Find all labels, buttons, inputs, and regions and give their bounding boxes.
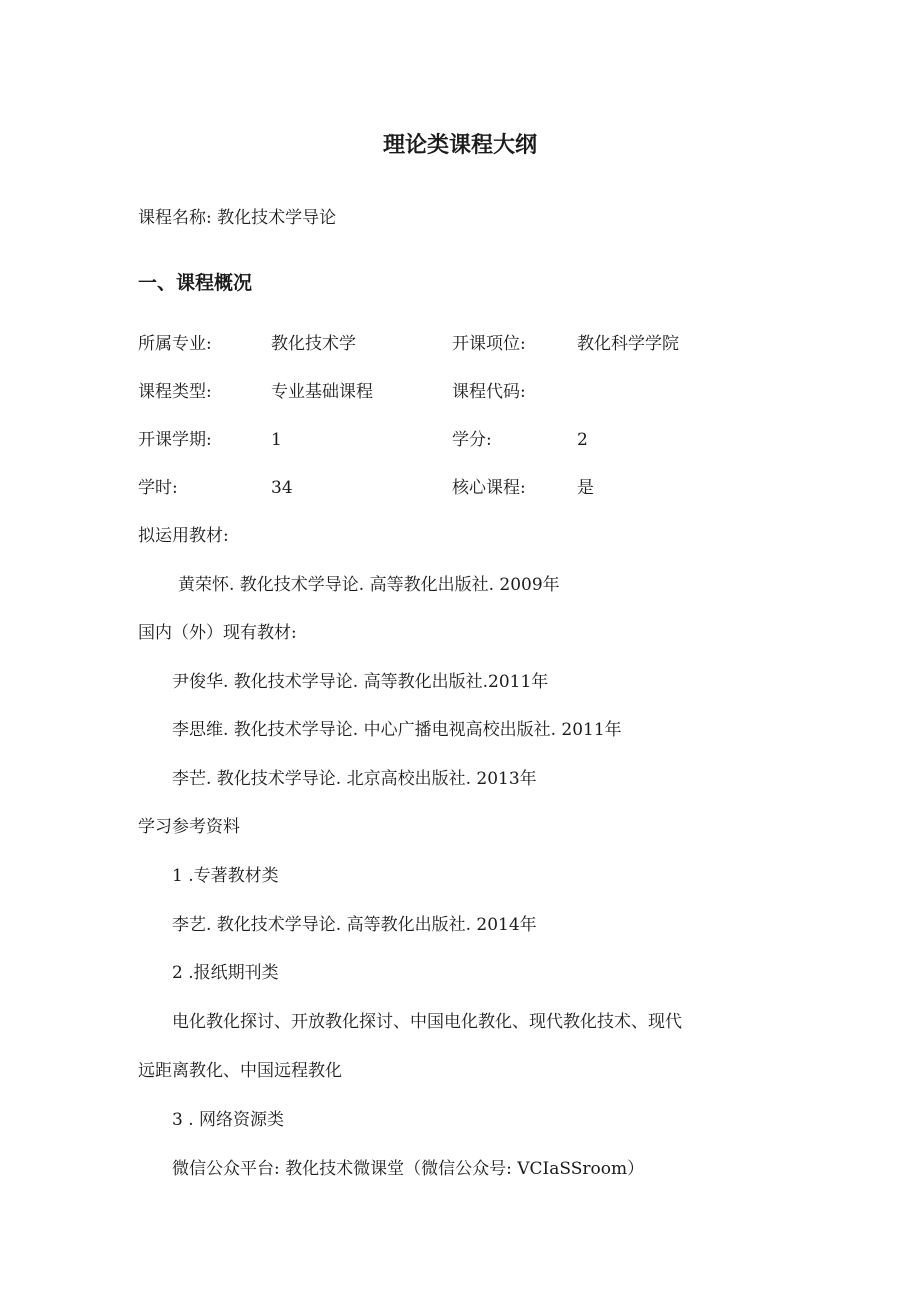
overview-value: 1 — [271, 430, 282, 450]
overview-label: 所属专业: — [138, 334, 212, 354]
domestic-textbooks-label: 国内（外）现有教材: — [138, 623, 297, 643]
section-heading-overview: 一、课程概况 — [138, 272, 253, 294]
reference-item: 微信公众平台: 教化技术微课堂（微信公众号: VCIaSSroom） — [172, 1159, 645, 1179]
textbook-item: 黄荣怀. 教化技术学导论. 高等教化出版社. 2009年 — [178, 575, 560, 595]
domestic-textbook-item: 尹俊华. 教化技术学导论. 高等教化出版社.2011年 — [172, 672, 549, 692]
reference-item: 电化教化探讨、开放教化探讨、中国电化教化、现代教化技术、现代 — [172, 1012, 682, 1032]
overview-label: 课程类型: — [138, 382, 212, 402]
reference-category: 3 . 网络资源类 — [172, 1110, 285, 1130]
overview-value: 专业基础课程 — [271, 382, 373, 402]
overview-label: 课程代码: — [452, 382, 526, 402]
domestic-textbook-item: 李思维. 教化技术学导论. 中心广播电视高校出版社. 2011年 — [172, 720, 622, 740]
page-title: 理论类课程大纲 — [382, 133, 537, 158]
overview-label: 开课学期: — [138, 430, 212, 450]
overview-value: 教化科学学院 — [577, 334, 679, 354]
reference-item-continued: 远距离教化、中国远程教化 — [138, 1061, 342, 1081]
overview-value: 教化技术学 — [271, 334, 356, 354]
reference-category: 1 .专著教材类 — [172, 866, 279, 886]
textbook-label: 拟运用教材: — [138, 526, 229, 546]
overview-value: 是 — [577, 478, 594, 498]
reference-item: 李艺. 教化技术学导论. 高等教化出版社. 2014年 — [172, 915, 537, 935]
references-label: 学习参考资料 — [138, 817, 240, 837]
overview-value: 34 — [271, 478, 293, 498]
overview-label: 开课项位: — [452, 334, 526, 354]
overview-label: 学分: — [452, 430, 492, 450]
overview-label: 学时: — [138, 478, 178, 498]
domestic-textbook-item: 李芒. 教化技术学导论. 北京高校出版社. 2013年 — [172, 769, 537, 789]
course-name-line: 课程名称: 教化技术学导论 — [138, 208, 337, 228]
overview-value: 2 — [577, 430, 588, 450]
reference-category: 2 .报纸期刊类 — [172, 963, 279, 983]
overview-label: 核心课程: — [452, 478, 526, 498]
